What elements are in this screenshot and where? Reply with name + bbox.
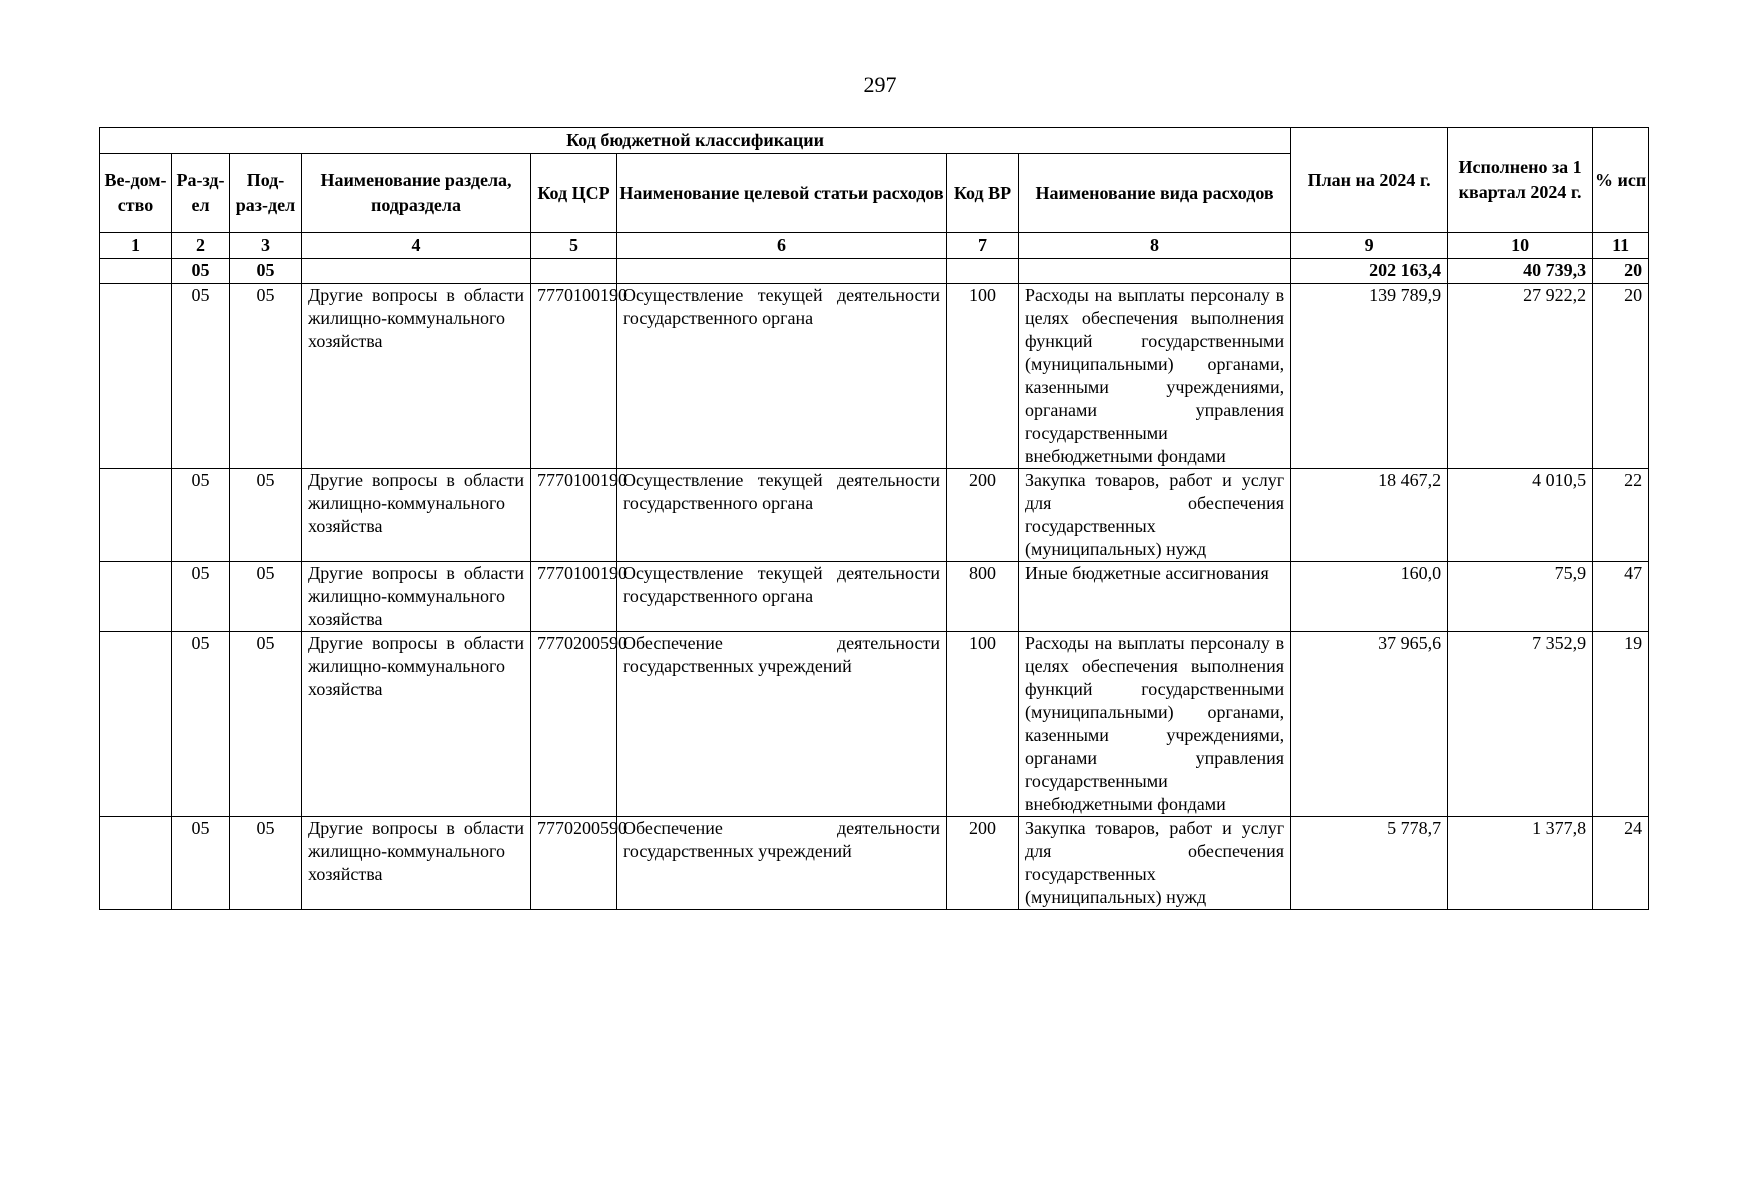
executed-cell: 1 377,8 bbox=[1448, 817, 1593, 910]
plan-cell: 139 789,9 bbox=[1291, 284, 1448, 469]
column-number: 4 bbox=[302, 233, 531, 259]
vr-code-cell: 100 bbox=[947, 284, 1019, 469]
total-row bbox=[100, 259, 1649, 284]
vr-name-cell: Расходы на выплаты персоналу в целях обеспечения выполнения функций государственными (муниципальными) органами, казенными учреждениями, органами управления государственными внебюджетными фондами bbox=[1019, 632, 1291, 817]
plan-cell: 18 467,2 bbox=[1291, 469, 1448, 562]
total-vedomstvo bbox=[100, 259, 172, 284]
vr-code-cell: 100 bbox=[947, 632, 1019, 817]
csr-code-cell: 7770100190 bbox=[531, 562, 617, 632]
csr-name-cell: Осуществление текущей деятельности государственного органа bbox=[617, 284, 947, 469]
razdel-header: Ра-зд-ел bbox=[172, 154, 230, 233]
csr-name-cell: Осуществление текущей деятельности государственного органа bbox=[617, 469, 947, 562]
podrazdel-header: Под-раз-дел bbox=[230, 154, 302, 233]
razdel-name-header: Наименование раздела, подраздела bbox=[302, 154, 531, 233]
plan-cell: 160,0 bbox=[1291, 562, 1448, 632]
vedomstvo-cell bbox=[100, 284, 172, 469]
csr-code-cell: 7770200590 bbox=[531, 817, 617, 910]
csr-code-cell: 7770100190 bbox=[531, 284, 617, 469]
header-row-group bbox=[100, 128, 1649, 154]
podrazdel-cell: 05 bbox=[230, 817, 302, 910]
total-podrazdel: 05 bbox=[230, 259, 302, 284]
razdel-name-cell: Другие вопросы в области жилищно-коммунального хозяйства bbox=[302, 284, 531, 469]
total-executed: 40 739,3 bbox=[1448, 259, 1593, 284]
vr-name-header: Наименование вида расходов bbox=[1019, 154, 1291, 233]
executed-cell: 7 352,9 bbox=[1448, 632, 1593, 817]
percent-cell: 20 bbox=[1593, 284, 1649, 469]
vedomstvo-cell bbox=[100, 632, 172, 817]
total-percent: 20 bbox=[1593, 259, 1649, 284]
csr-name-cell: Обеспечение деятельности государственных учреждений bbox=[617, 817, 947, 910]
total-empty-cell bbox=[531, 259, 617, 284]
percent-header: % исп bbox=[1593, 128, 1649, 233]
total-plan: 202 163,4 bbox=[1291, 259, 1448, 284]
podrazdel-cell: 05 bbox=[230, 469, 302, 562]
vedomstvo-cell bbox=[100, 562, 172, 632]
page-number: 297 bbox=[863, 72, 897, 97]
csr-code-cell: 7770200590 bbox=[531, 632, 617, 817]
vr-code-cell: 800 bbox=[947, 562, 1019, 632]
vr-code-header: Код ВР bbox=[947, 154, 1019, 233]
razdel-name-cell: Другие вопросы в области жилищно-коммунального хозяйства bbox=[302, 632, 531, 817]
percent-cell: 19 bbox=[1593, 632, 1649, 817]
total-razdel: 05 bbox=[172, 259, 230, 284]
plan-cell: 5 778,7 bbox=[1291, 817, 1448, 910]
column-number: 9 bbox=[1291, 233, 1448, 259]
executed-cell: 4 010,5 bbox=[1448, 469, 1593, 562]
table-row bbox=[100, 284, 1649, 469]
column-number: 7 bbox=[947, 233, 1019, 259]
razdel-cell: 05 bbox=[172, 817, 230, 910]
csr-code-header: Код ЦСР bbox=[531, 154, 617, 233]
vr-name-cell: Закупка товаров, работ и услуг для обеспечения государственных (муниципальных) нужд bbox=[1019, 817, 1291, 910]
razdel-cell: 05 bbox=[172, 632, 230, 817]
plan-cell: 37 965,6 bbox=[1291, 632, 1448, 817]
table-row bbox=[100, 469, 1649, 562]
vr-name-cell: Иные бюджетные ассигнования bbox=[1019, 562, 1291, 632]
total-empty-cell bbox=[302, 259, 531, 284]
column-number: 6 bbox=[617, 233, 947, 259]
vr-name-cell: Расходы на выплаты персоналу в целях обеспечения выполнения функций государственными (муниципальными) органами, казенными учреждениями, органами управления государственными внебюджетными фондами bbox=[1019, 284, 1291, 469]
vr-code-cell: 200 bbox=[947, 469, 1019, 562]
column-number: 11 bbox=[1593, 233, 1649, 259]
table-row bbox=[100, 817, 1649, 910]
executed-cell: 27 922,2 bbox=[1448, 284, 1593, 469]
razdel-name-cell: Другие вопросы в области жилищно-коммунального хозяйства bbox=[302, 469, 531, 562]
csr-code-cell: 7770100190 bbox=[531, 469, 617, 562]
vr-name-cell: Закупка товаров, работ и услуг для обеспечения государственных (муниципальных) нужд bbox=[1019, 469, 1291, 562]
total-empty-cell bbox=[947, 259, 1019, 284]
percent-cell: 47 bbox=[1593, 562, 1649, 632]
vr-code-cell: 200 bbox=[947, 817, 1019, 910]
podrazdel-cell: 05 bbox=[230, 562, 302, 632]
column-number: 10 bbox=[1448, 233, 1593, 259]
csr-name-cell: Обеспечение деятельности государственных учреждений bbox=[617, 632, 947, 817]
executed-cell: 75,9 bbox=[1448, 562, 1593, 632]
podrazdel-cell: 05 bbox=[230, 632, 302, 817]
column-number: 8 bbox=[1019, 233, 1291, 259]
vedomstvo-header: Ве-дом-ство bbox=[100, 154, 172, 233]
table-row bbox=[100, 632, 1649, 817]
csr-name-header: Наименование целевой статьи расходов bbox=[617, 154, 947, 233]
plan-header: План на 2024 г. bbox=[1291, 128, 1448, 233]
executed-header: Исполнено за 1 квартал 2024 г. bbox=[1448, 128, 1593, 233]
column-number: 3 bbox=[230, 233, 302, 259]
budget-table bbox=[99, 127, 1649, 910]
header-row-numbers bbox=[100, 233, 1649, 259]
budget-classification-header: Код бюджетной классификации bbox=[100, 128, 1291, 154]
total-empty-cell bbox=[1019, 259, 1291, 284]
vedomstvo-cell bbox=[100, 817, 172, 910]
razdel-name-cell: Другие вопросы в области жилищно-коммунального хозяйства bbox=[302, 562, 531, 632]
podrazdel-cell: 05 bbox=[230, 284, 302, 469]
total-empty-cell bbox=[617, 259, 947, 284]
column-number: 5 bbox=[531, 233, 617, 259]
column-number: 2 bbox=[172, 233, 230, 259]
razdel-cell: 05 bbox=[172, 562, 230, 632]
percent-cell: 22 bbox=[1593, 469, 1649, 562]
percent-cell: 24 bbox=[1593, 817, 1649, 910]
razdel-name-cell: Другие вопросы в области жилищно-коммунального хозяйства bbox=[302, 817, 531, 910]
vedomstvo-cell bbox=[100, 469, 172, 562]
column-number: 1 bbox=[100, 233, 172, 259]
razdel-cell: 05 bbox=[172, 284, 230, 469]
csr-name-cell: Осуществление текущей деятельности государственного органа bbox=[617, 562, 947, 632]
razdel-cell: 05 bbox=[172, 469, 230, 562]
table-row bbox=[100, 562, 1649, 632]
